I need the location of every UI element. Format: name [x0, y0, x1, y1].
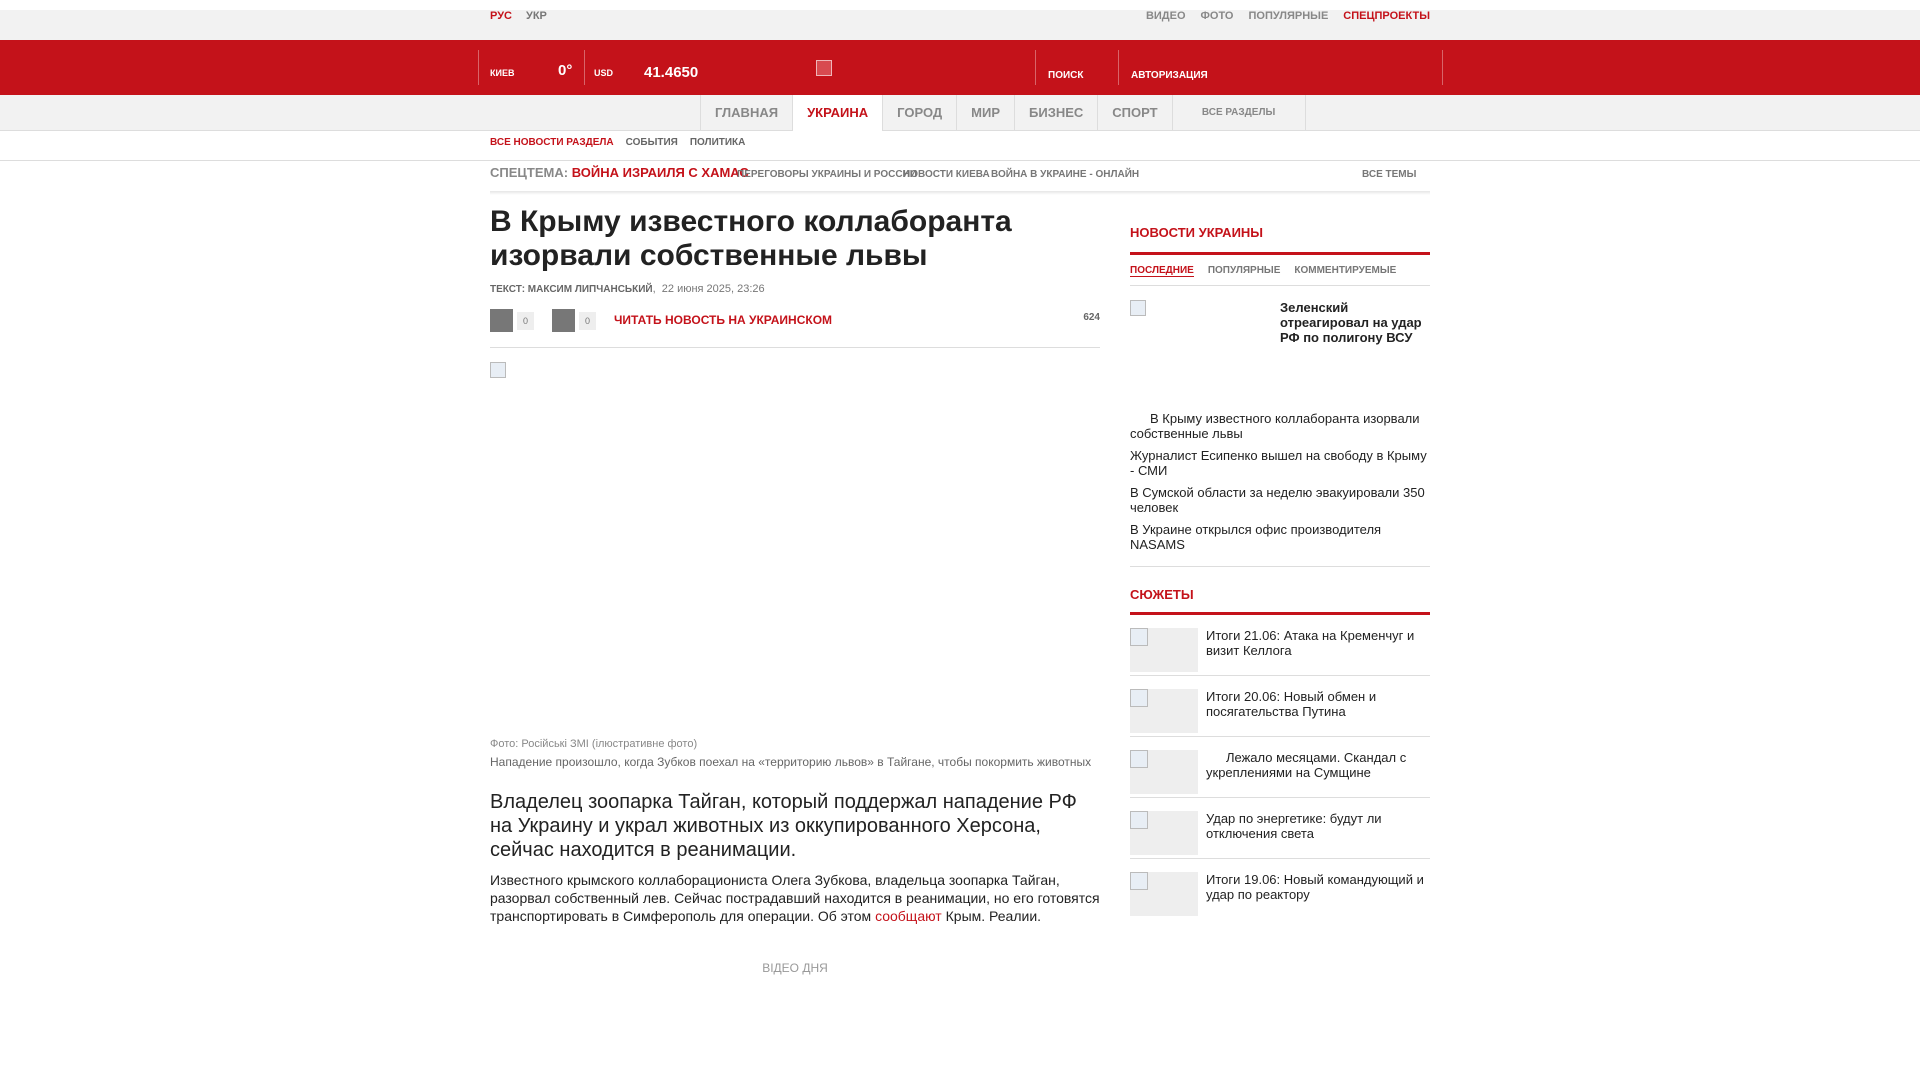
sidebar-heading-line: [1130, 252, 1430, 255]
article-lead: Владелец зоопарка Тайган, который поддержал нападение РФ на Украину и украл животных из оккупированного Херсона, сейчас находится в реанимации.: [490, 791, 1077, 861]
photo-link[interactable]: ФОТО: [1200, 10, 1234, 22]
nav-sport[interactable]: СПОРТ: [1097, 95, 1171, 131]
article-date: 22 июня 2025, 23:26: [661, 283, 765, 295]
all-themes-link[interactable]: ВСЕ ТЕМЫ: [1362, 169, 1417, 180]
story-thumbnail[interactable]: [1130, 872, 1198, 916]
list-item[interactable]: В Украине открылся офис производителя NASAMS: [1130, 522, 1382, 552]
sidebar-heading[interactable]: НОВОСТИ УКРАИНЫ: [1130, 225, 1264, 240]
search-button[interactable]: ПОИСК: [1048, 70, 1084, 81]
special-theme-link[interactable]: ВОЙНА ИЗРАИЛЯ С ХАМАС: [571, 165, 749, 180]
currency-rate: 41.4650: [644, 64, 699, 81]
story-item[interactable]: [1130, 737, 1430, 798]
weather-temperature: 0°: [558, 62, 573, 79]
story-thumbnail[interactable]: [1130, 689, 1198, 733]
story-item[interactable]: [1130, 859, 1430, 920]
site-logo[interactable]: [816, 60, 832, 76]
views-count: 624: [1083, 312, 1100, 323]
sidebar-tabs: [1130, 265, 1430, 277]
popular-link[interactable]: ПОПУЛЯРНЫЕ: [1248, 10, 1329, 22]
broken-image-icon: [490, 362, 506, 378]
header-divider: [584, 50, 585, 85]
video-link[interactable]: ВИДЕО: [1145, 10, 1186, 22]
special-themes: [490, 163, 1430, 193]
stories-heading[interactable]: СЮЖЕТЫ: [1130, 587, 1194, 602]
article-body: [490, 871, 1100, 925]
featured-news[interactable]: [1130, 300, 1430, 420]
themes-shadow: [490, 191, 1430, 195]
theme-link[interactable]: НОВОСТИ КИЕВА: [903, 169, 990, 180]
photo-caption: Нападение произошло, когда Зубков поехал на «территорию львов» в Тайгане, чтобы покормить животных: [490, 755, 1092, 769]
main-nav: [0, 95, 1920, 131]
story-title[interactable]: Лежало месяцами. Скандал с укреплениями на Сумщине: [1206, 750, 1407, 780]
featured-news-title[interactable]: Зеленский отреагировал на удар РФ по полигону ВСУ: [1280, 300, 1422, 345]
nav-business[interactable]: БИЗНЕС: [1014, 95, 1097, 131]
story-thumbnail[interactable]: [1130, 628, 1198, 672]
list-item[interactable]: Журналист Есипенко вышел на свободу в Крыму - СМИ: [1130, 448, 1427, 478]
story-thumbnail[interactable]: [1130, 811, 1198, 855]
tab-commented[interactable]: КОММЕНТИРУЕМЫЕ: [1294, 265, 1397, 276]
share-count: 0: [517, 312, 534, 330]
header-divider: [1035, 50, 1036, 85]
header-divider: [1118, 50, 1119, 85]
header-bar: [0, 40, 1920, 95]
nav-city[interactable]: ГОРОД: [882, 95, 956, 131]
news-list: [1130, 411, 1430, 552]
source-link[interactable]: сообщают: [875, 908, 942, 924]
top-links: [1146, 10, 1430, 22]
share-telegram-icon[interactable]: [552, 309, 575, 332]
body-tail: Крым. Реалии.: [941, 908, 1042, 924]
subnav-all-news[interactable]: ВСЕ НОВОСТИ РАЗДЕЛА: [490, 137, 614, 148]
sidebar: [1130, 225, 1430, 920]
subnav-politics[interactable]: ПОЛИТИКА: [689, 137, 746, 148]
special-projects-link[interactable]: СПЕЦПРОЕКТЫ: [1343, 10, 1430, 22]
currency-label: USD: [594, 68, 614, 78]
share-bar: [490, 309, 1100, 333]
tab-popular[interactable]: ПОПУЛЯРНЫЕ: [1207, 265, 1281, 276]
story-item[interactable]: [1130, 615, 1430, 676]
article-meta: ТЕКСТ: МАКСИМ ЛИПЧАНСЬКИЙ, 22 июня 2025, 23:26: [490, 283, 765, 295]
list-item[interactable]: В Сумской области за неделю эвакуировали 350 человек: [1130, 485, 1425, 515]
nav-world[interactable]: МИР: [956, 95, 1014, 131]
list-item[interactable]: В Крыму известного коллаборанта изорвали собственные львы: [1130, 411, 1420, 441]
nav-all-sections[interactable]: ВСЕ РАЗДЕЛЫ: [1172, 95, 1306, 131]
story-title[interactable]: Итоги 21.06: Атака на Кременчуг и визит Келлога: [1206, 628, 1415, 658]
subnav-events[interactable]: СОБЫТИЯ: [625, 137, 678, 148]
section-subnav: [490, 137, 745, 148]
story-item[interactable]: [1130, 676, 1430, 737]
article-title: В Крыму известного коллаборанта изорвали собственные львы: [490, 205, 1012, 272]
nav-home[interactable]: ГЛАВНАЯ: [700, 95, 792, 131]
story-title[interactable]: Итоги 20.06: Новый обмен и посягательства Путина: [1206, 689, 1377, 719]
special-theme-label: [490, 165, 749, 180]
article-photo[interactable]: [490, 362, 1100, 752]
language-switch: [490, 10, 547, 22]
broken-image-icon: [1130, 300, 1146, 316]
video-of-day-label: ВІДЕО ДНЯ: [762, 961, 828, 975]
top-bar: [0, 10, 1920, 40]
weather-city: КИЕВ: [490, 68, 515, 78]
lang-ru-link[interactable]: РУС: [490, 10, 512, 22]
read-in-ukrainian-link[interactable]: ЧИТАТЬ НОВОСТЬ НА УКРАИНСКОМ: [614, 313, 833, 327]
theme-link[interactable]: ПЕРЕГОВОРЫ УКРАИНЫ И РОССИИ: [737, 169, 917, 180]
login-button[interactable]: АВТОРИЗАЦИЯ: [1131, 70, 1208, 81]
tab-latest[interactable]: ПОСЛЕДНИЕ: [1130, 265, 1194, 276]
photo-source: Фото: Російські ЗМІ (ілюстративне фото): [490, 738, 698, 750]
divider: [0, 160, 1920, 161]
story-title[interactable]: Удар по энергетике: будут ли отключения света: [1206, 811, 1382, 841]
divider: [1130, 285, 1430, 286]
header-divider: [478, 50, 479, 85]
article: [490, 205, 1100, 975]
share-count: 0: [579, 312, 596, 330]
body-text: Известного крымского коллаборациониста Олега Зубкова, владельца зоопарка Тайган, разорвал собственный лев. Сейчас пострадавший находится в реанимации, но его готовятся транспортировать в Симферополь для операции. Об этом: [490, 872, 1100, 924]
lang-ua-link[interactable]: УКР: [525, 10, 547, 22]
theme-link[interactable]: ВОЙНА В УКРАИНЕ - ОНЛАЙН: [991, 169, 1140, 180]
nav-ukraine[interactable]: УКРАИНА: [792, 95, 882, 131]
article-author[interactable]: ТЕКСТ: МАКСИМ ЛИПЧАНСЬКИЙ: [490, 284, 653, 295]
special-theme-prefix: СПЕЦТЕМА:: [490, 165, 569, 180]
divider: [1130, 566, 1430, 567]
divider: [490, 347, 1100, 348]
story-item[interactable]: [1130, 798, 1430, 859]
story-thumbnail[interactable]: [1130, 750, 1198, 794]
share-facebook-icon[interactable]: [490, 309, 513, 332]
header-divider: [1442, 50, 1443, 85]
story-title[interactable]: Итоги 19.06: Новый командующий и удар по реактору: [1206, 872, 1424, 902]
